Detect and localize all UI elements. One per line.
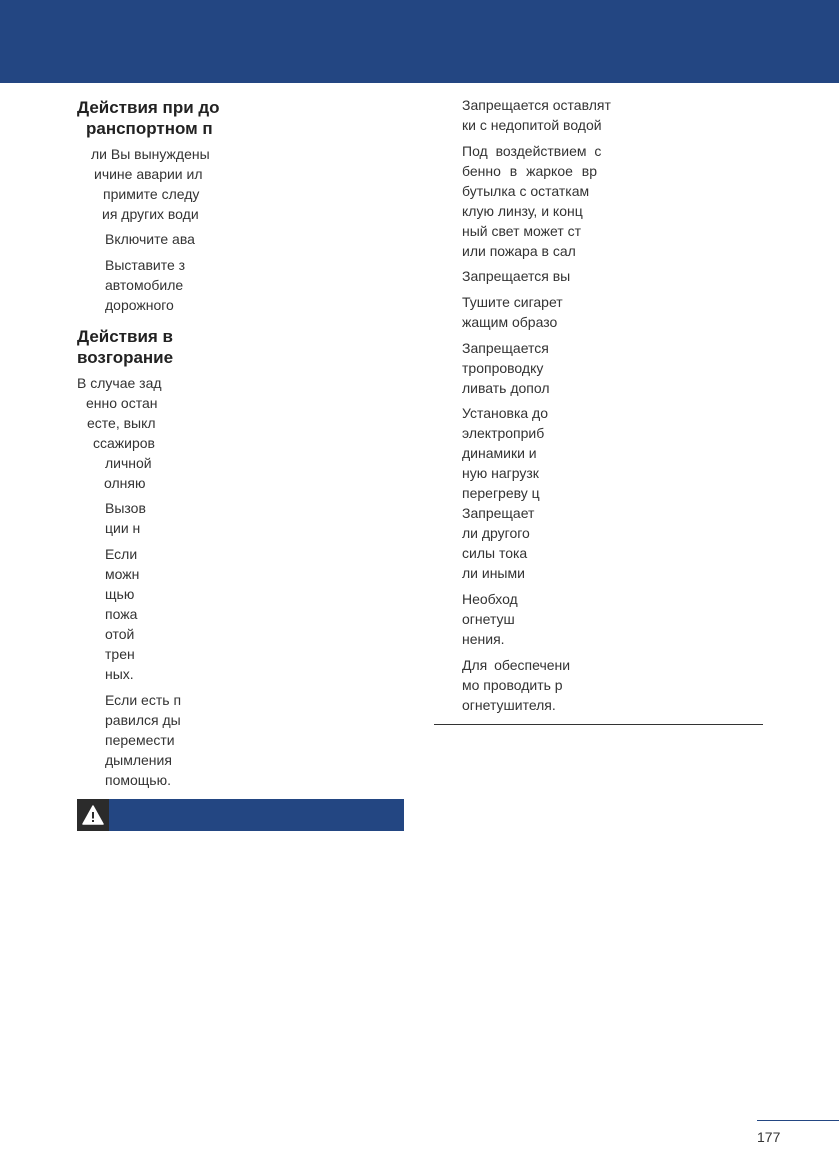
paragraph-prohibition	[462, 266, 570, 286]
paragraph-extinguisher-needed	[462, 589, 518, 649]
text-line: ный свет может ст	[462, 223, 582, 239]
text-line: клую линзу, и конц	[462, 203, 583, 219]
text-line: пожа	[105, 606, 138, 622]
text-line: огнетушителя.	[462, 697, 556, 713]
text-line: нения.	[462, 631, 505, 647]
text-line: Тушите сигарет	[462, 294, 563, 310]
text-line: Вызов	[105, 500, 146, 516]
text-line: помощью.	[105, 772, 171, 788]
text-line: Запрещается оставлят	[462, 97, 611, 113]
text-line: Для обеспечени	[462, 657, 571, 673]
heading-line: возгорание	[77, 348, 174, 367]
section-divider	[434, 724, 763, 725]
text-line: автомобиле	[105, 277, 184, 293]
text-line: Выставите з	[105, 257, 186, 273]
list-item-victims	[105, 690, 181, 790]
text-line: Запрещается	[462, 340, 549, 356]
text-line: дымления	[105, 752, 172, 768]
text-line: Если	[105, 546, 138, 562]
text-line: ливать допол	[462, 380, 550, 396]
text-line: электроприб	[462, 425, 545, 441]
text-line: Включите ава	[105, 231, 195, 247]
paragraph-water-bottles	[462, 95, 611, 135]
text-line: ия других води	[102, 206, 199, 222]
warning-banner	[77, 799, 404, 831]
paragraph-extra-equipment	[462, 403, 548, 583]
text-line: дорожного	[105, 297, 174, 313]
paragraph-wiring	[462, 338, 550, 398]
text-line: Запрещает	[462, 505, 535, 521]
text-line: отой	[105, 626, 135, 642]
text-line: ли иными	[462, 565, 525, 581]
text-line: жащим образо	[462, 314, 558, 330]
text-line: олняю	[104, 475, 146, 491]
paragraph-forced-stop	[77, 144, 210, 224]
text-line: бенно в жаркое вр	[462, 163, 598, 179]
text-line: можн	[105, 566, 140, 582]
section-heading-fire	[77, 326, 173, 368]
text-line: ичине аварии ил	[94, 166, 203, 182]
text-line: силы тока	[462, 545, 528, 561]
text-line: перегреву ц	[462, 485, 540, 501]
text-line: тропроводку	[462, 360, 544, 376]
text-line: ных.	[105, 666, 134, 682]
text-line: ции н	[105, 520, 141, 536]
text-line: перемести	[105, 732, 175, 748]
paragraph-fire-case	[77, 373, 162, 493]
heading-line: Действия в	[77, 327, 173, 346]
heading-line: Действия при до	[77, 98, 220, 117]
text-line: или пожара в сал	[462, 243, 576, 259]
text-line: щью	[105, 586, 135, 602]
heading-line: ранспортном п	[86, 119, 213, 138]
text-line: В случае зад	[77, 375, 162, 391]
text-line: есте, выкл	[87, 415, 156, 431]
warning-triangle-icon	[77, 799, 109, 831]
text-line: равился ды	[105, 712, 181, 728]
page-number: 177	[757, 1129, 781, 1145]
text-line: енно остан	[86, 395, 158, 411]
header-band	[0, 0, 839, 83]
text-line: трен	[105, 646, 135, 662]
text-line: динамики и	[462, 445, 537, 461]
text-line: личной	[105, 455, 152, 471]
list-item-call-services	[105, 498, 146, 538]
text-line: Если есть п	[105, 692, 182, 708]
footer-rule	[757, 1120, 839, 1121]
list-item-hazard-lights	[105, 229, 195, 249]
paragraph-sunlight-lens	[462, 141, 601, 261]
text-line: мо проводить р	[462, 677, 563, 693]
text-line: примите следу	[103, 186, 200, 202]
paragraph-cigarettes	[462, 292, 563, 332]
text-line: ли Вы вынуждены	[91, 146, 210, 162]
text-line: Установка до	[462, 405, 549, 421]
list-item-warning-sign	[105, 255, 185, 315]
text-line: ссажиров	[93, 435, 155, 451]
text-line: огнетуш	[462, 611, 515, 627]
text-line: ную нагрузк	[462, 465, 539, 481]
text-line: Под воздействием с	[462, 143, 602, 159]
text-line: бутылка с остаткам	[462, 183, 590, 199]
section-heading-traffic-stop	[77, 97, 220, 139]
text-line: Необход	[462, 591, 518, 607]
paragraph-extinguisher-check	[462, 655, 570, 715]
list-item-extinguish	[105, 544, 139, 684]
text-line: ки с недопитой водой	[462, 117, 602, 133]
text-line: Запрещается вы	[462, 268, 571, 284]
text-line: ли другого	[462, 525, 530, 541]
